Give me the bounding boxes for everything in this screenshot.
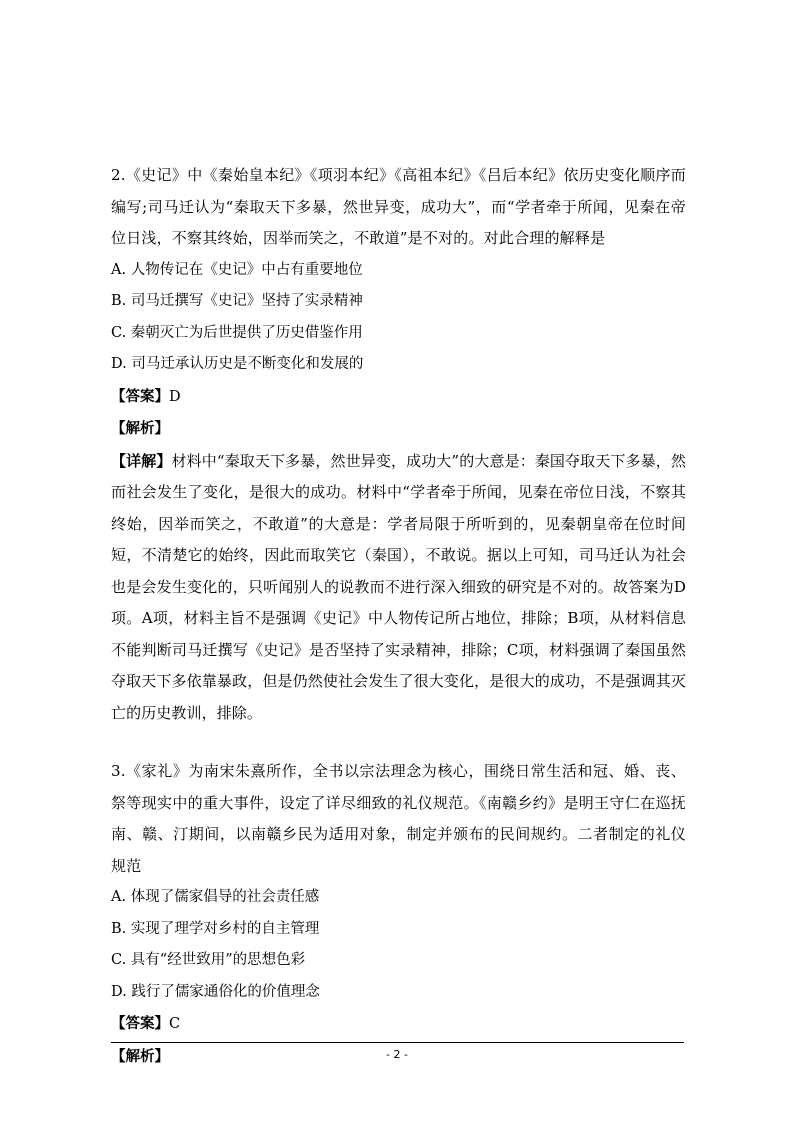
- question-3: [111, 756, 686, 1073]
- question-3-option-c: C. 具有“经世致用”的思想色彩: [111, 952, 306, 968]
- answer-label: 【答案】: [111, 387, 169, 405]
- question-2-detail: [111, 446, 686, 730]
- answer-value: D: [169, 388, 181, 405]
- page-number: - 2 -: [386, 1048, 408, 1061]
- answer-value: C: [169, 1016, 181, 1032]
- question-2: [111, 160, 686, 729]
- question-2-answer: [111, 381, 686, 414]
- answer-label: 【答案】: [111, 1015, 169, 1032]
- question-3-analysis-label: 【解析】: [111, 1047, 169, 1065]
- question-2-option-a: A. 人物传记在《史记》中占有重要地位: [111, 261, 363, 278]
- question-3-stem: 3.《家礼》为南宋朱熹所作，全书以宗法理念为核心，围绕日常生活和冠、婚、丧、祭等现实中的重大事件，设定了详尽细致的礼仪规范。《南赣乡约》是明王守仁在巡抚南、赣、汀期间，以南赣乡民为适用对象，制定并颁布的民间规约。二者制定的礼仪规范: [111, 762, 686, 875]
- question-2-option-c: C. 秦朝灭亡为后世提供了历史借鉴作用: [111, 324, 363, 341]
- question-3-option-b: B. 实现了理学对乡村的自主管理: [111, 920, 320, 937]
- question-3-option-d: D. 践行了儒家通俗化的价值理念: [111, 983, 320, 1000]
- question-2-option-b: B. 司马迁撰写《史记》坚持了实录精神: [111, 293, 363, 309]
- question-2-analysis-label: 【解析】: [111, 420, 169, 437]
- question-3-option-a: A. 体现了儒家倡导的社会责任感: [111, 889, 320, 905]
- detail-text: 材料中“秦取天下多暴，然世异变，成功大”的大意是：秦国夺取天下多暴，然而社会发生了变化，是很大的成功。材料中“学者牵于所闻，见秦在帝位日浅，不察其终始，因举而笑之，不敢道”的大意是：学者局限于所听到的，见秦朝皇帝在位时间短，不清楚它的始终，因此而取笑它（秦国），不敢说。据以上可知，司马迁认为社会也是会发生变化的，只听闻别人的说教而不进行深入细致的研究是不对的。故答案为D项。A项，材料主旨不是强调《史记》中人物传记所占地位，排除；B项，从材料信息不能判断司马迁撰写《史记》是否坚持了实录精神，排除；C项，材料强调了秦国虽然夺取天下多依靠暴政，但是仍然使社会发生了很大变化，是很大的成功，不是强调其灭亡的历史教训，排除。: [111, 451, 686, 722]
- footer-divider: [111, 1042, 684, 1043]
- question-2-option-d: D. 司马迁承认历史是不断变化和发展的: [111, 356, 364, 372]
- question-2-stem: 2.《史记》中《秦始皇本纪》《项羽本纪》《高祖本纪》《吕后本纪》依历史变化顺序而编写;司马迁认为“秦取天下多暴，然世异变，成功大”，而“学者牵于所闻，见秦在帝位日浅，不察其终始，因举而笑之，不敢道”是不对的。对此合理的解释是: [111, 166, 686, 247]
- detail-label: 【详解】: [111, 451, 172, 470]
- question-3-answer: [111, 1008, 686, 1041]
